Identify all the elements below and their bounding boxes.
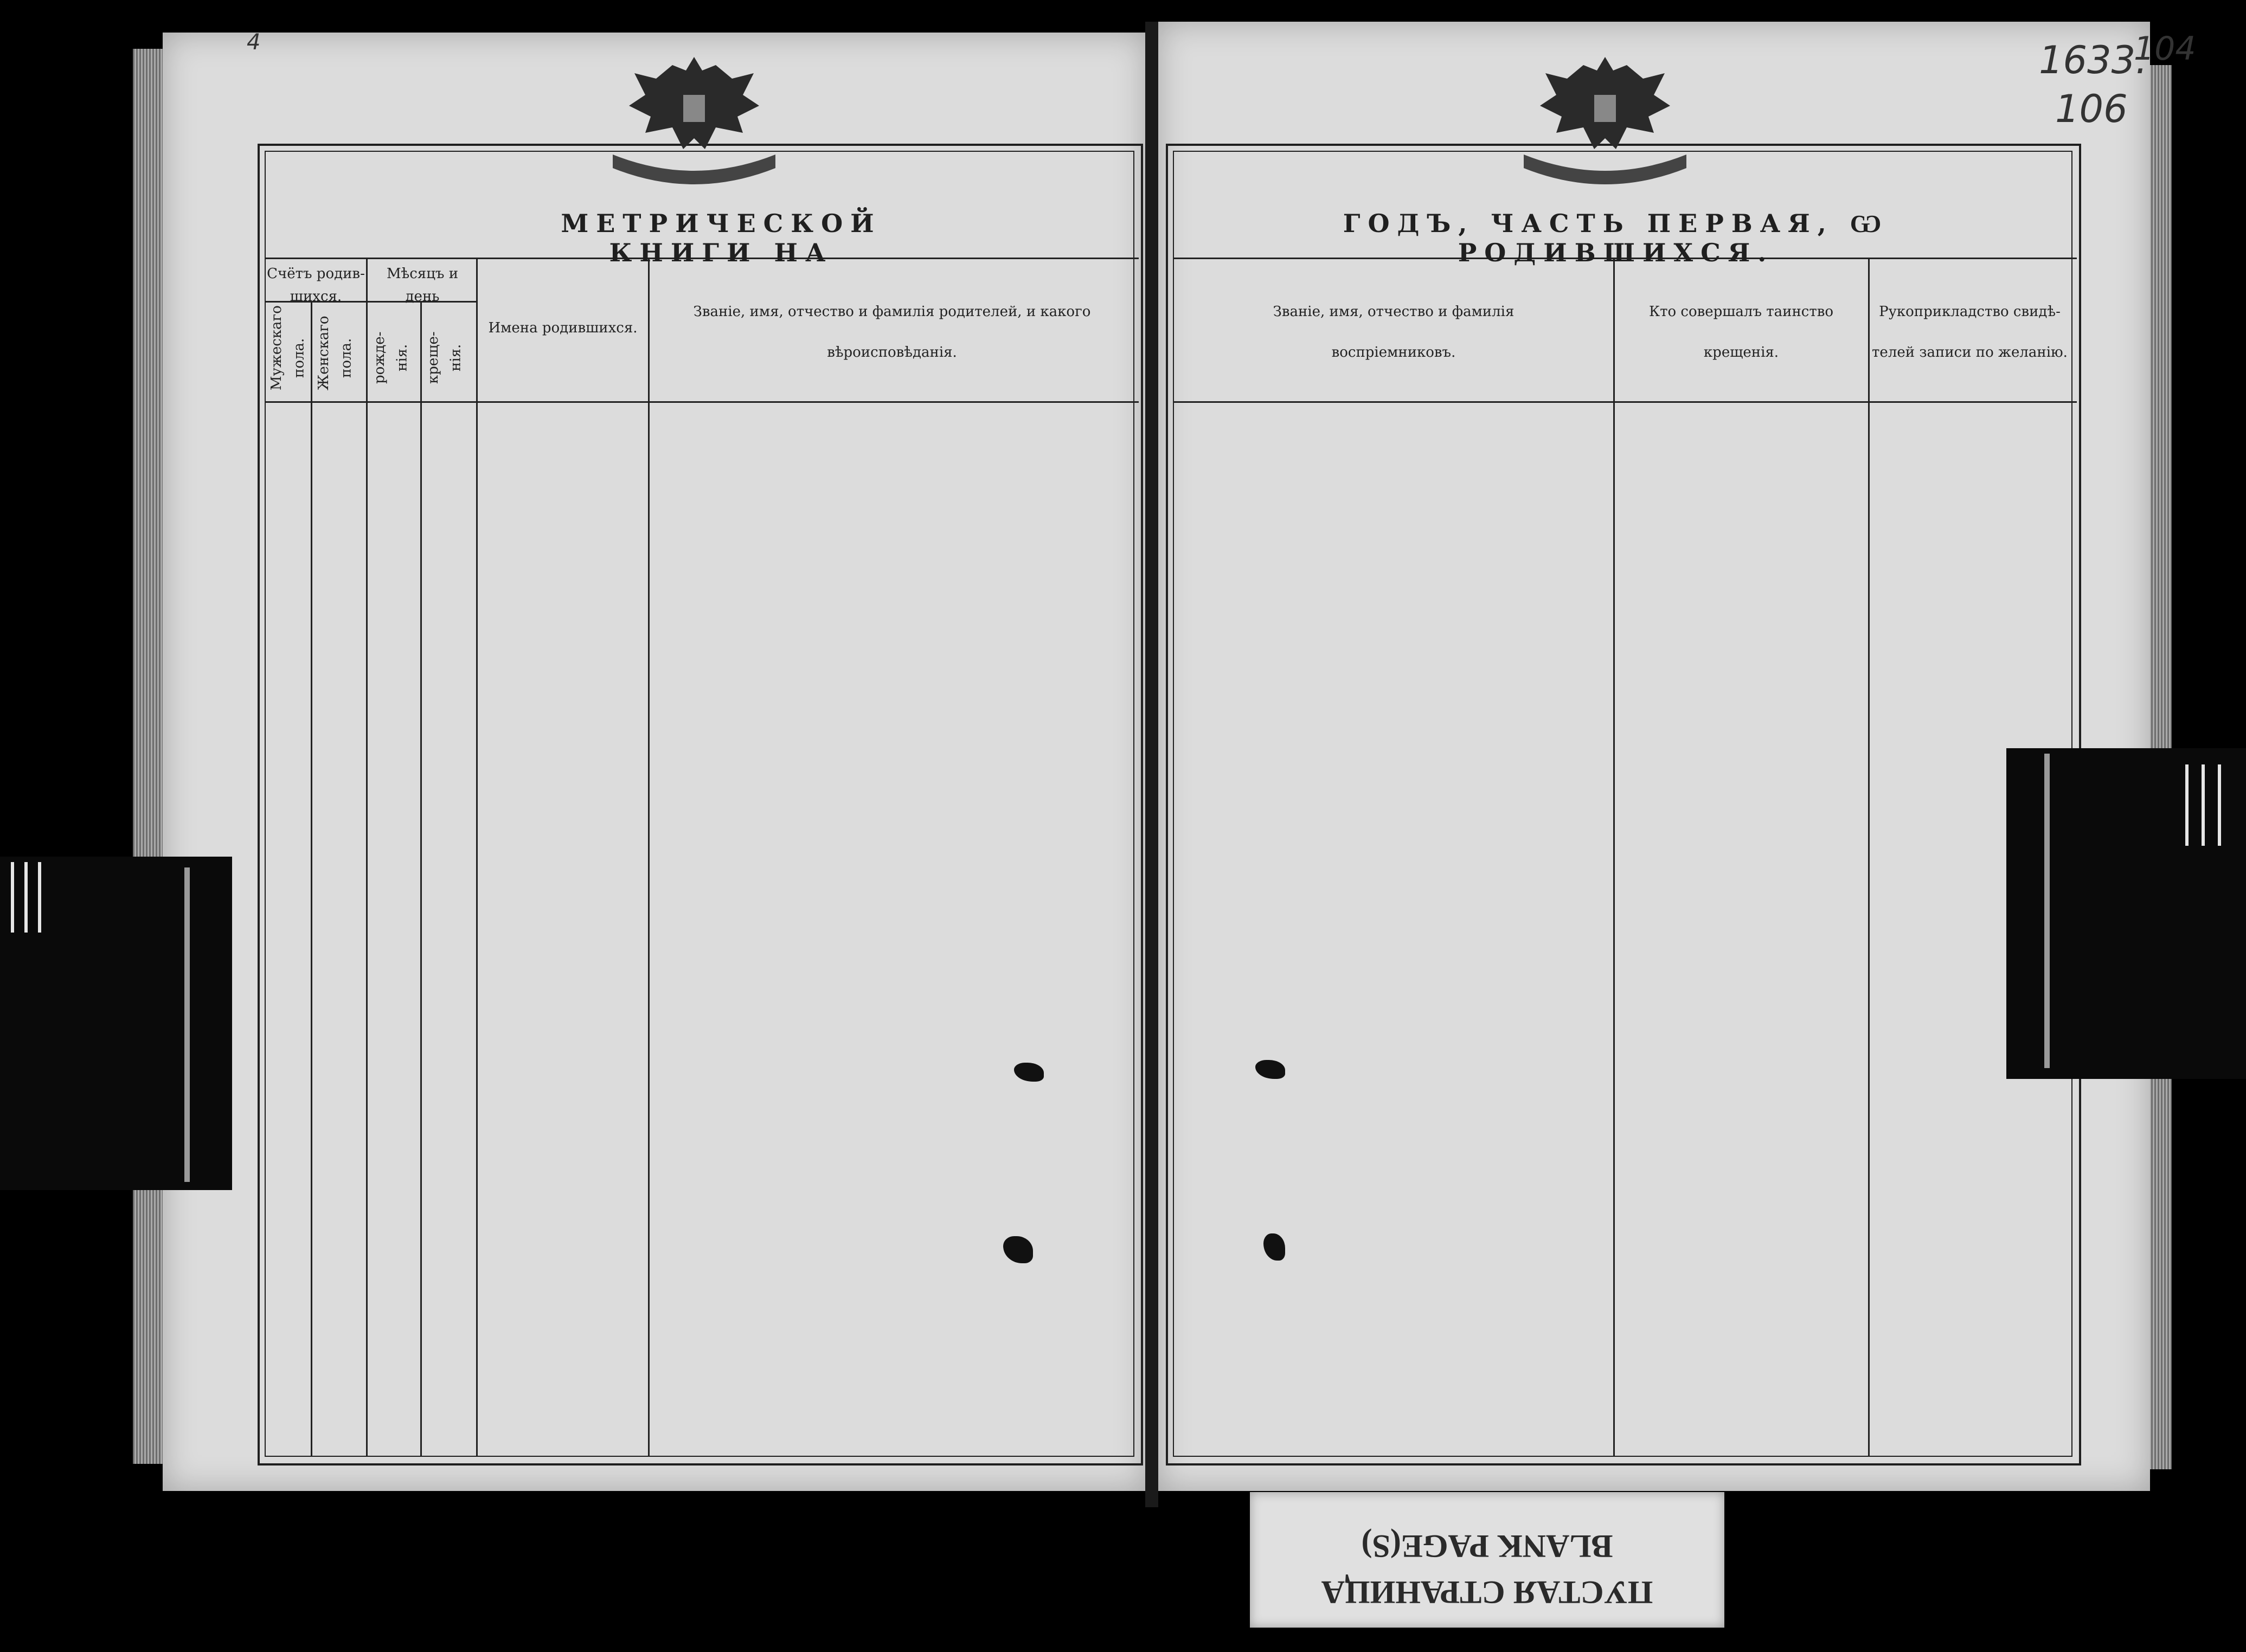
header-month-day: Мѣсяцъ и день [386, 266, 459, 305]
left-col-divider [648, 258, 650, 1456]
tab-marker [11, 862, 14, 933]
label-russian-text: ПУСТАЯ СТРАНИЦА [1321, 1574, 1653, 1610]
header-godparents-2: воспріемниковъ. [1331, 344, 1456, 361]
header-performer-2: крещенія. [1703, 344, 1779, 361]
header-parents: Званіе, имя, отчество и фамилія родителей, и какого [693, 304, 1091, 320]
right-col-divider [1868, 258, 1870, 1456]
left-page-title: МЕТРИЧЕСКОЙ КНИГИ НА [561, 209, 882, 267]
book-spine [1145, 22, 1158, 1507]
tab-marker [2202, 764, 2205, 846]
header-witnesses: Рукоприкладство свидѣ- [1879, 304, 2061, 320]
right-black-tab [2006, 748, 2246, 1079]
right-header-bottom-rule [1173, 401, 2077, 403]
left-col-divider [311, 301, 312, 1456]
header-female: Женскаго пола. [316, 316, 355, 390]
left-black-tab [0, 857, 232, 1190]
blank-page-label [1250, 1492, 1724, 1628]
folio-number-handwritten: 1633. [2039, 38, 2148, 82]
tab-marker [2218, 764, 2221, 846]
folio-corner-number: 104 [2134, 30, 2196, 68]
header-parents-religion: вѣроисповѣданія. [827, 344, 957, 361]
header-performer: Кто совершалъ таинство [1648, 304, 1834, 320]
header-male: Мужескаго пола. [268, 305, 307, 390]
left-col-divider [420, 301, 422, 1456]
header-birth-date: рожде-нія. [371, 331, 410, 384]
tab-marker [38, 862, 41, 933]
left-corner-mark: 4 [247, 30, 261, 55]
header-baptism-date: креще-нія. [425, 331, 464, 384]
label-english-text: BLANK PAGE(S) [1361, 1528, 1613, 1564]
double-headed-eagle-emblem-left [607, 46, 781, 192]
tab-marker [24, 862, 28, 933]
header-birth-count: Счётъ родив-шихся. [267, 266, 365, 305]
left-col-divider [476, 258, 478, 1456]
header-names: Имена родившихся. [488, 320, 638, 336]
right-col-divider [1613, 258, 1615, 1456]
double-headed-eagle-emblem-right [1518, 46, 1692, 192]
left-col-divider [366, 258, 368, 1456]
left-page-edges [133, 49, 165, 1464]
tab-marker [2044, 754, 2050, 1068]
left-header-bottom-rule [265, 401, 1139, 403]
tab-marker [184, 867, 190, 1182]
tab-marker [2185, 764, 2189, 846]
header-witnesses-2: телей записи по желанію. [1872, 344, 2068, 361]
page-number-handwritten: 106 [2055, 87, 2128, 131]
right-page-title: ГОДЪ, ЧАСТЬ ПЕРВАЯ, Ѡ РОДИВШИХСЯ. [1343, 209, 1889, 267]
header-godparents: Званіе, имя, отчество и фамилія [1273, 304, 1515, 320]
